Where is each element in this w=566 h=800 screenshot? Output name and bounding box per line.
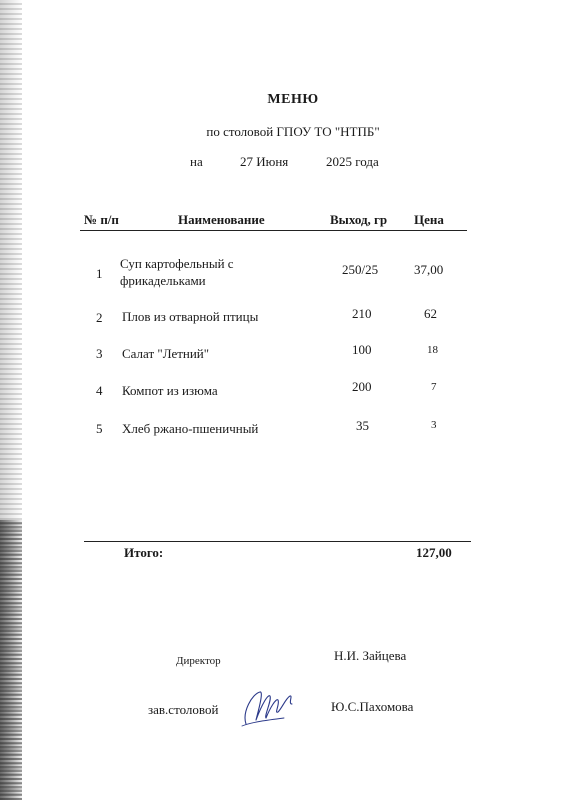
- date-day-month: 27 Июня: [240, 154, 289, 169]
- row-name: Салат "Летний": [122, 346, 210, 361]
- row-name: Хлеб ржано-пшеничный: [122, 421, 259, 436]
- row-yield: 200: [352, 379, 372, 394]
- column-header-price: Цена: [414, 212, 444, 227]
- row-number: 1: [96, 266, 103, 281]
- row-number: 4: [96, 383, 103, 398]
- row-price: 7: [431, 381, 437, 393]
- row-price: 18: [427, 344, 438, 356]
- header-rule: [80, 230, 467, 231]
- row-yield: 210: [352, 306, 372, 321]
- scan-shadow-edge-lower: [0, 520, 22, 800]
- row-name: Плов из отварной птицы: [122, 309, 259, 324]
- total-value: 127,00: [416, 545, 452, 560]
- handwritten-signature: [238, 682, 300, 730]
- row-name: Компот из изюма: [122, 383, 218, 398]
- director-name: Н.И. Зайцева: [334, 648, 407, 663]
- row-number: 5: [96, 421, 103, 436]
- date-prefix: на: [190, 154, 203, 169]
- document-title: МЕНЮ: [267, 92, 319, 107]
- canteen-manager-name: Ю.С.Пахомова: [331, 699, 414, 714]
- date-year: 2025 года: [326, 154, 379, 169]
- total-label: Итого:: [124, 545, 164, 560]
- document-subtitle: по столовой ГПОУ ТО "НТПБ": [206, 124, 380, 139]
- column-header-number: № п/п: [84, 212, 119, 227]
- row-yield: 100: [352, 342, 372, 357]
- row-number: 3: [96, 346, 103, 361]
- director-title: Директор: [176, 655, 221, 667]
- row-price: 3: [431, 419, 437, 431]
- row-number: 2: [96, 310, 103, 325]
- row-name-continued: фрикадельками: [120, 273, 206, 288]
- row-price: 62: [424, 306, 437, 321]
- row-yield: 250/25: [342, 262, 379, 277]
- row-price: 37,00: [414, 262, 444, 277]
- column-header-name: Наименование: [178, 212, 265, 227]
- canteen-manager-title: зав.столовой: [148, 702, 219, 717]
- total-rule: [84, 541, 471, 542]
- column-header-yield: Выход, гр: [330, 212, 388, 227]
- row-name: Суп картофельный с: [120, 256, 234, 271]
- row-yield: 35: [356, 418, 369, 433]
